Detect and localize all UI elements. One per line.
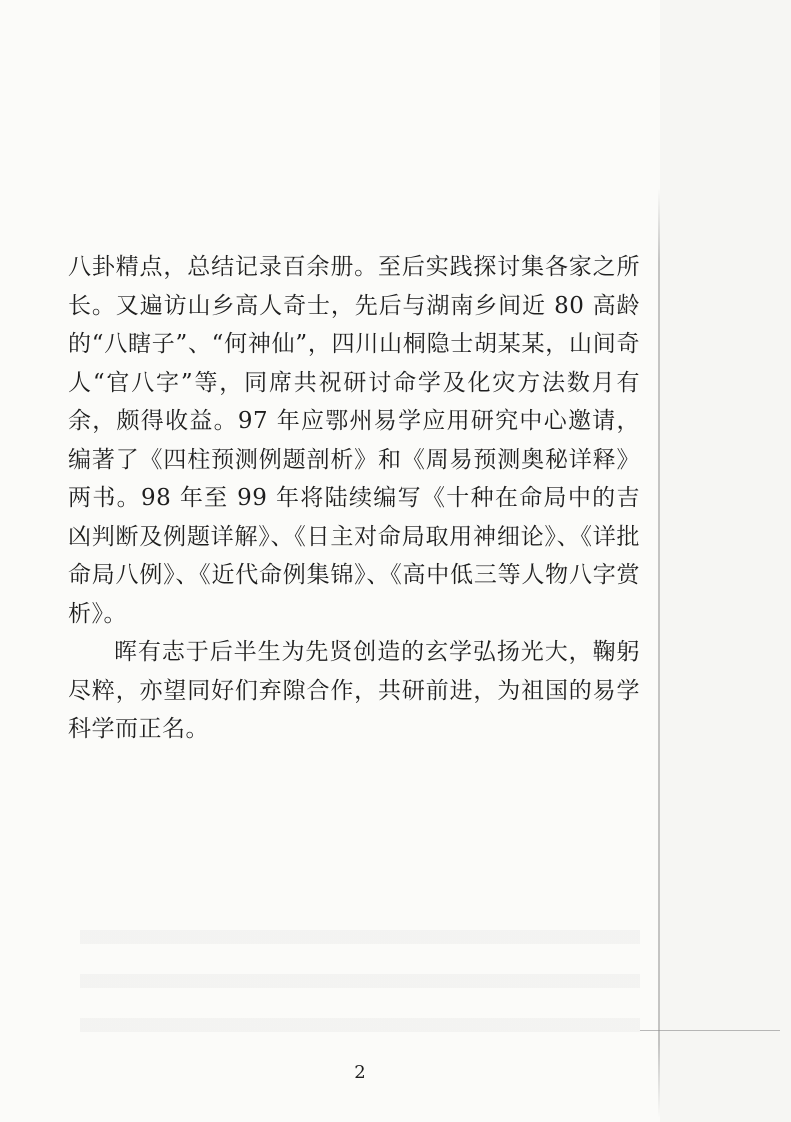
paragraph-1: 八卦精点，总结记录百余册。至后实践探讨集各家之所长。又遍访山乡高人奇士，先后与湖南乡间近 80 高龄的“八瞎子”、“何神仙”，四川山桐隐士胡某某，山间奇人“官八字”等，同席共祝研讨命学及化灾方法数月有余，颇得收益。97 年应鄂州易学应用研究中心邀请，编著了《四柱预测例题剖析》和《周易预测奥秘详释》两书。98 年至 99 年将陆续编写《十种在命局中的吉凶判断及例题详解》、《日主对命局取用神细论》、《详批命局八例》、《近代命例集锦》、《高中低三等人物八字赏析》。	[68, 254, 640, 627]
paragraph-2: 晖有志于后半生为先贤创造的玄学弘扬光大，鞠躬尽粹，亦望同好们弃隙合作，共研前进，为祖国的易学科学而正名。	[68, 639, 640, 742]
body-text	[68, 248, 640, 749]
page-number: 2	[354, 1062, 366, 1083]
scan-edge-mark	[640, 1030, 780, 1031]
scan-edge-shade	[660, 0, 791, 1122]
scan-fold-line	[658, 188, 660, 1118]
reverse-side-bleed-through	[80, 900, 640, 1060]
